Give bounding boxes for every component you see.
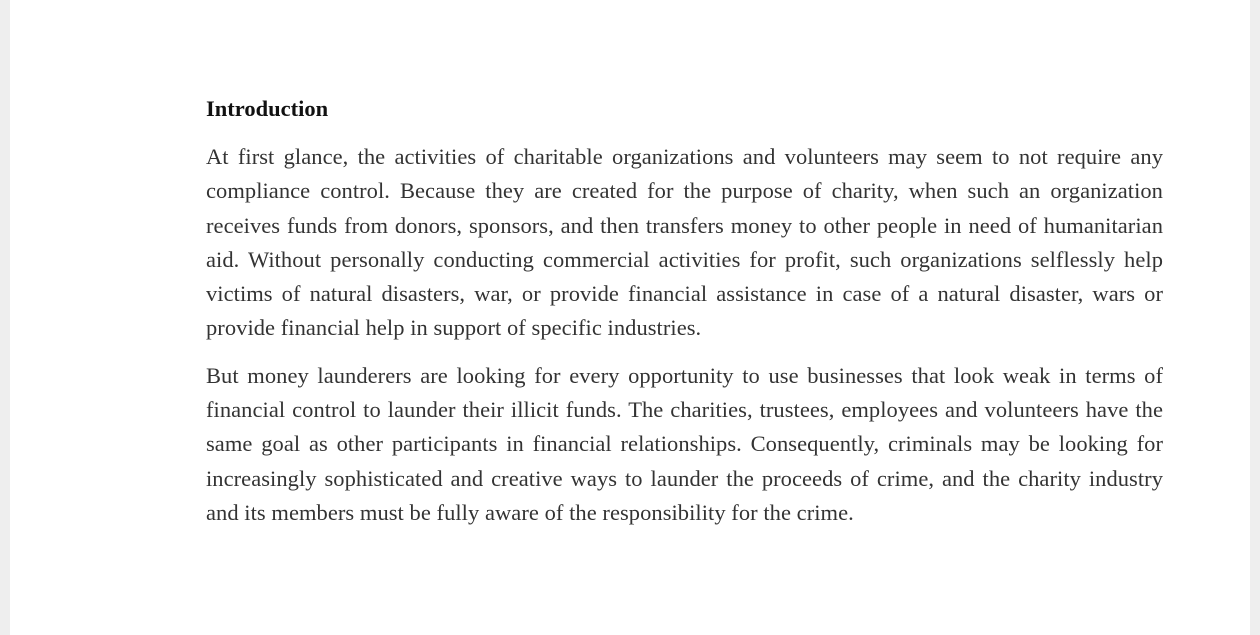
document-page [10, 0, 1250, 635]
section-heading: Introduction [206, 96, 329, 121]
document-content [206, 92, 1163, 543]
paragraph-1: At first glance, the activities of charitable organizations and volunteers may seem to not require any compliance control. Because they are created for the purpose of charity, when such an organization receives funds from donors, sponsors, and then transfers money to other people in need of humanitarian aid. Without personally conducting commercial activities for profit, such organizations selflessly help victims of natural disasters, war, or provide financial assistance in case of a natural disaster, wars or provide financial help in support of specific industries. [206, 144, 1163, 341]
paragraph-2: But money launderers are looking for every opportunity to use businesses that look weak in terms of financial control to launder their illicit funds. The charities, trustees, employees and volunteers have the same goal as other participants in financial relationships. Consequently, criminals may be looking for increasingly sophisticated and creative ways to launder the proceeds of crime, and the charity industry and its members must be fully aware of the responsibility for the crime. [206, 362, 1163, 525]
